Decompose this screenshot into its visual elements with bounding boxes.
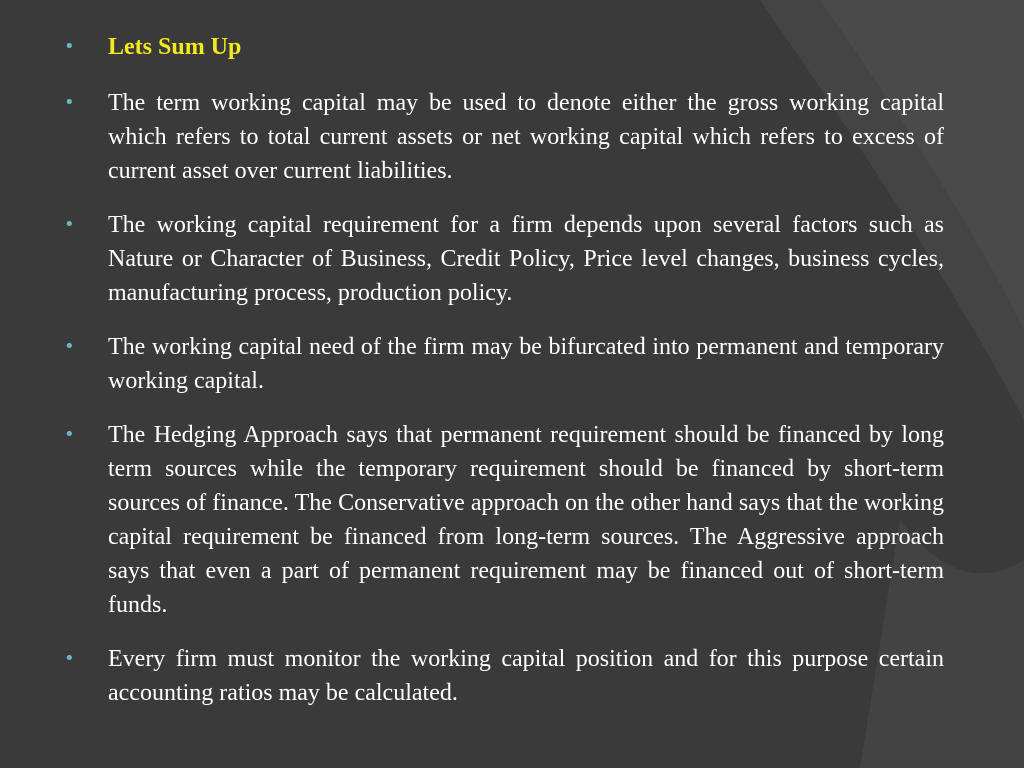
bullet-item [62,418,944,622]
bullet-text: The term working capital may be used to denote either the gross working capital which refers to total current assets or net working capital which refers to excess of current asset over current liabilities. [108,90,944,184]
slide-heading: Lets Sum Up [108,34,242,60]
bullet-item [62,86,944,188]
bullet-dot-icon: • [64,424,75,445]
bullet-text: The Hedging Approach says that permanent requirement should be financed by long term sources while the temporary requirement should be financed by short-term sources of finance. The Conservative approach on the other hand says that the working capital requirement be financed from long-term sources. The Aggressive approach says that even a part of permanent requirement may be financed out of short-term funds. [108,422,944,618]
bullet-item [62,208,944,310]
bullet-dot-icon: • [64,648,75,669]
bullet-item [62,330,944,398]
bullet-dot-icon: • [64,336,75,357]
bullet-text: The working capital need of the firm may be bifurcated into permanent and temporary working capital. [108,334,944,394]
bullet-text: The working capital requirement for a firm depends upon several factors such as Nature or Character of Business, Credit Policy, Price level changes, business cycles, manufacturing process, production policy. [108,212,944,306]
bullet-dot-icon: • [64,214,75,235]
bullet-item [62,642,944,710]
bullet-text: Every firm must monitor the working capital position and for this purpose certain accounting ratios may be calculated. [108,646,944,706]
bullet-dot-icon: • [64,92,75,113]
heading-item [62,30,944,64]
bullet-dot-icon: • [64,36,75,57]
slide-content [62,30,944,730]
